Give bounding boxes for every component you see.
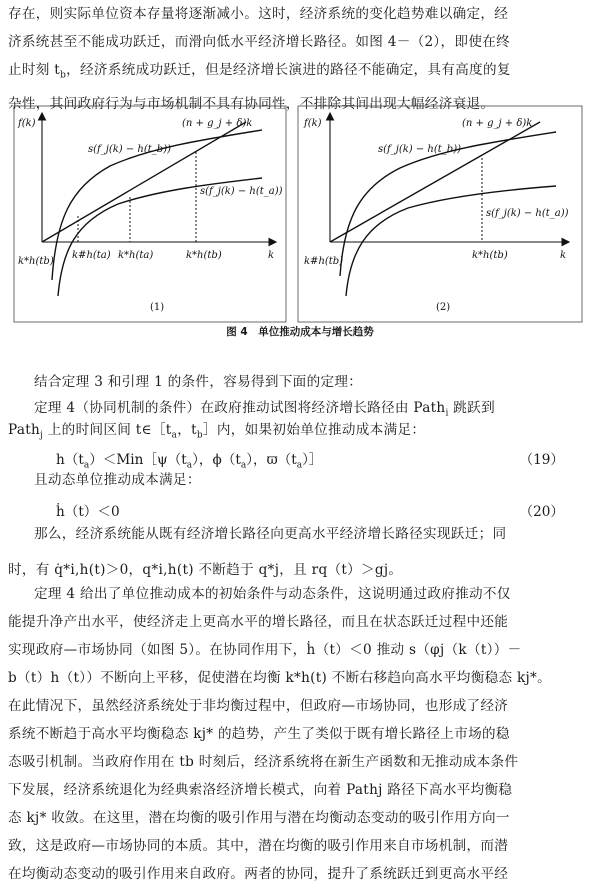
text-line: 济系统甚至不能成功跃迁，而滑向低水平经济增长路径。如图 4－（2），即使在终	[8, 34, 510, 50]
paragraph: 实现政府—市场协同（如图 5）。在协同作用下，ḣ（t）＜0 推动 s（φj（k（t））－ b（t）h（t））不断向上平移，促使潜在均衡 k*h(t) 不断右移趋向高水平均衡稳态 kj*。 在此情况下，虽然经济系统处于非均衡过程中，但政府—市场协同，也形成了经济 系统不断趋于高水平均衡稳态 kj* 的趋势，产生了类似于既有增长路径上市场的稳 态吸引机制。当政府作用在 tb 时刻后，经济系统将在新生产函数和无推动成本条件 下发展，经济系统退化为经典索洛经济增长模式，向着 Pathj 路径下高水平均衡稳 态 kj* 收敛。在这里，潜在均衡的吸引作用与潜在均衡动态变动的吸引作用方向一 致，这是政府—市场协同的本质。其中，潜在均衡的吸引作用来自市场机制，而潜 在均衡动态变动的吸引作用来自政府。两者的协同，提升了系统跃迁到更高水平经	[8, 642, 552, 882]
figure-4	[0, 100, 600, 332]
y-axis-label: f(k)	[304, 118, 322, 129]
text-line: 止时刻 $t_b$，经济系统成功跃迁，但是经济增长演进的路径不能确定，具有高度的复	[8, 62, 511, 81]
x-axis-label: k	[560, 250, 567, 261]
upper-curve-label: s(f_j(k) − h(t_b))	[378, 144, 461, 155]
paragraph: 时，有 q̇*i,h(t)＞0，q*i,h(t) 不断趋于 q*j，且 rq（t）＞gj。	[8, 562, 403, 578]
line-label: (n + g_j + δ)k	[462, 118, 533, 129]
panel-1	[14, 106, 286, 322]
investment-line	[42, 122, 246, 242]
upper-curve-label: s(f_j(k) − h(t_b))	[88, 144, 171, 155]
k-label: k#h(tb)	[304, 256, 344, 267]
panel-label: (2)	[436, 302, 451, 313]
paragraph: 定理 4 给出了单位推动成本的初始条件与动态条件，这说明通过政府推动不仅 能提升净产出水平，使经济走上更高水平的增长路径，而且在状态跃迁过程中还能	[8, 586, 511, 630]
paragraph: Path$_j$ 上的时间区间 $t\in[t_a$，$t_b]$内，如果初始单位推动成本满足：	[8, 422, 426, 441]
k-label: k#h(ta)	[72, 250, 111, 261]
line-label: (n + g_j + δ)k	[182, 118, 253, 129]
k-label: k*h(tb)	[186, 250, 222, 261]
lower-curve-label: s(f_j(k) − h(t_a))	[486, 208, 569, 219]
lower-curve	[346, 186, 556, 296]
lower-curve-label: s(f_j(k) − h(t_a))	[200, 186, 283, 197]
k-label: k*h(tb)	[18, 256, 54, 267]
paragraph: 结合定理 3 和引理 1 的条件，容易得到下面的定理：	[34, 374, 363, 390]
figure-caption: 图 4 单位推动成本与增长趋势	[226, 326, 374, 338]
text-line: 存在，则实际单位资本存量将逐渐减小。这时，经济系统的变化趋势难以确定，经	[8, 6, 509, 22]
y-axis-label: f(k)	[18, 118, 36, 129]
paragraph: 定理 4（协同机制的条件）在政府推动试图将经济增长路径由 Path$_i$ 跳跃到	[34, 400, 495, 419]
text-line: 杂性，其间政府行为与市场机制不具有协同性，不排除其间出现大幅经济衰退。	[8, 95, 495, 112]
panel-label: (1)	[150, 302, 165, 313]
k-label: k*h(ta)	[118, 250, 154, 261]
panel-frame	[14, 106, 286, 322]
x-axis-label: k	[268, 250, 275, 261]
panel-2	[298, 106, 582, 322]
k-label: k*h(tb)	[472, 250, 508, 261]
paragraph: 那么，经济系统能从既有经济增长路径向更高水平经济增长路径实现跃迁；同	[34, 526, 507, 542]
paragraph: 且动态单位推动成本满足：	[34, 472, 201, 488]
